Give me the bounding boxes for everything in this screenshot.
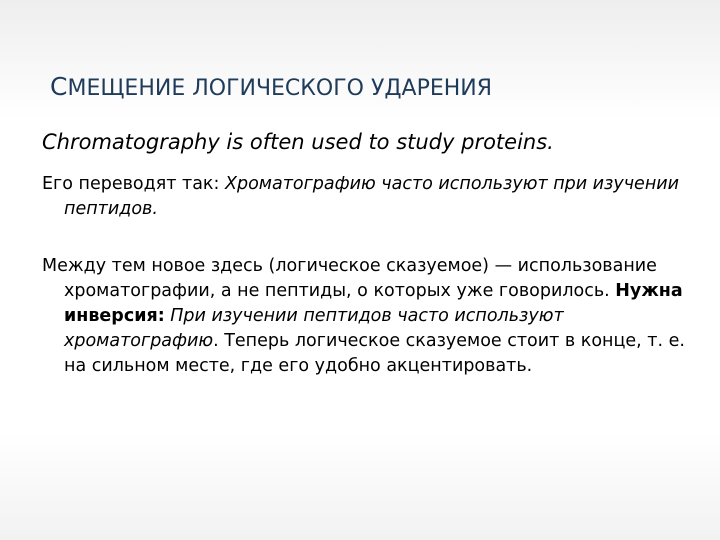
inversion-paragraph: [42, 254, 692, 379]
slide-title-rest: МЕЩЕНИЕ ЛОГИЧЕСКОГО УДАРЕНИЯ: [67, 76, 493, 101]
slide-title: [50, 72, 690, 101]
slide-title-first-letter: С: [50, 72, 68, 101]
translation-text: Хроматографию часто используют при изучении пептидов.: [64, 174, 680, 219]
inversion-text-1: Между тем новое здесь (логическое сказуемое) — использование хроматографии, а не пептиды, о которых уже говорилось.: [42, 256, 657, 301]
slide-body: [42, 126, 692, 379]
inversion-italic: При изучении пептидов часто используют хроматографию: [64, 306, 564, 351]
inversion-bold: Нужна инверсия:: [64, 281, 683, 326]
example-sentence: Chromatography is often used to study proteins.: [42, 130, 554, 154]
translation-lead: Его переводят так:: [42, 174, 225, 194]
inversion-text-2: . Теперь логическое сказуемое стоит в конце, т. е. на сильном месте, где его удобно акцентировать.: [64, 331, 685, 376]
translation-paragraph: [42, 172, 692, 222]
